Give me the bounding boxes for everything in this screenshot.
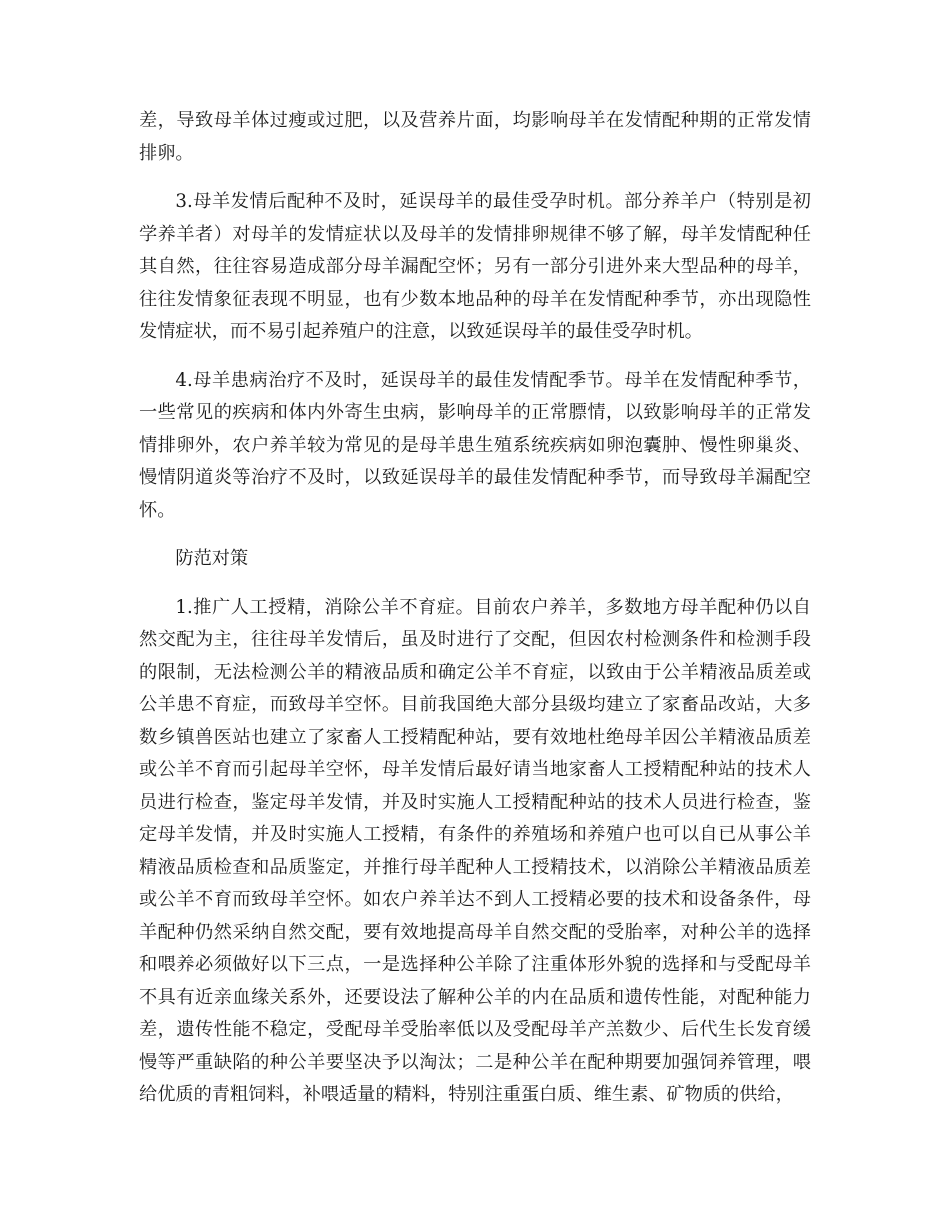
paragraph-measure-1: 1.推广人工授精，消除公羊不育症。目前农户养羊，多数地方母羊配种仍以自然交配为主，往往母羊发情后，虽及时进行了交配，但因农村检测条件和检测手段的限制，无法检测公羊的精液品质和确定公羊不育症，以致由于公羊精液品质差或公羊患不育症，而致母羊空怀。目前我国绝大部分县级均建立了家畜品改站，大多数乡镇兽医站也建立了家畜人工授精配种站，要有效地杜绝母羊因公羊精液品质差或公羊不育而引起母羊空怀，母羊发情后最好请当地家畜人工授精配种站的技术人员进行检查，鉴定母羊发情，并及时实施人工授精配种站的技术人员进行检查，鉴定母羊发情，并及时实施人工授精，有条件的养殖场和养殖户也可以自已从事公羊精液品质检查和品质鉴定，并推行母羊配种人工授精技术，以消除公羊精液品质差或公羊不育而致母羊空怀。如农户养羊达不到人工授精必要的技术和设备条件，母羊配种仍然采纳自然交配，要有效地提高母羊自然交配的受胎率，对种公羊的选择和喂养必须做好以下三点，一是选择种公羊除了注重体形外貌的选择和与受配母羊不具有近亲血缘关系外，还要设法了解种公羊的内在品质和遗传性能，对配种能力差，遗传性能不稳定，受配母羊受胎率低以及受配母羊产羔数少、后代生长发育缓慢等严重缺陷的种公羊要坚决予以淘汰；二是种公羊在配种期要加强饲养管理，喂给优质的青粗饲料，补喂适量的精料，特别注重蛋白质、维生素、矿物质的供给， bbox=[139, 596, 811, 1105]
section-heading-countermeasures: 防范对策 bbox=[175, 548, 249, 569]
paragraph-cause-4: 4.母羊患病治疗不及时，延误母羊的最佳发情配季节。母羊在发情配种季节，一些常见的疾病和体内外寄生虫病，影响母羊的正常膘情，以致影响母羊的正常发情排卵外，农户养羊较为常见的是母羊患生殖系统疾病如卵泡囊肿、慢性卵巢炎、慢情阴道炎等治疗不及时，以致延误母羊的最佳发情配种季节，而导致母羊漏配空怀。 bbox=[139, 369, 811, 521]
document-body bbox=[139, 105, 811, 1128]
paragraph-continuation: 差，导致母羊体过瘦或过肥，以及营养片面，均影响母羊在发情配种期的正常发情排卵。 bbox=[139, 110, 811, 164]
paragraph-cause-3: 3.母羊发情后配种不及时，延误母羊的最佳受孕时机。部分养羊户（特别是初学养羊者）对母羊的发情症状以及母羊的发情排卵规律不够了解，母羊发情配种任其自然，往往容易造成部分母羊漏配空怀；另有一部分引进外来大型品种的母羊，往往发情象征表现不明显，也有少数本地品种的母羊在发情配种季节，亦出现隐性发情症状，而不易引起养殖户的注意，以致延误母羊的最佳受孕时机。 bbox=[139, 191, 811, 342]
